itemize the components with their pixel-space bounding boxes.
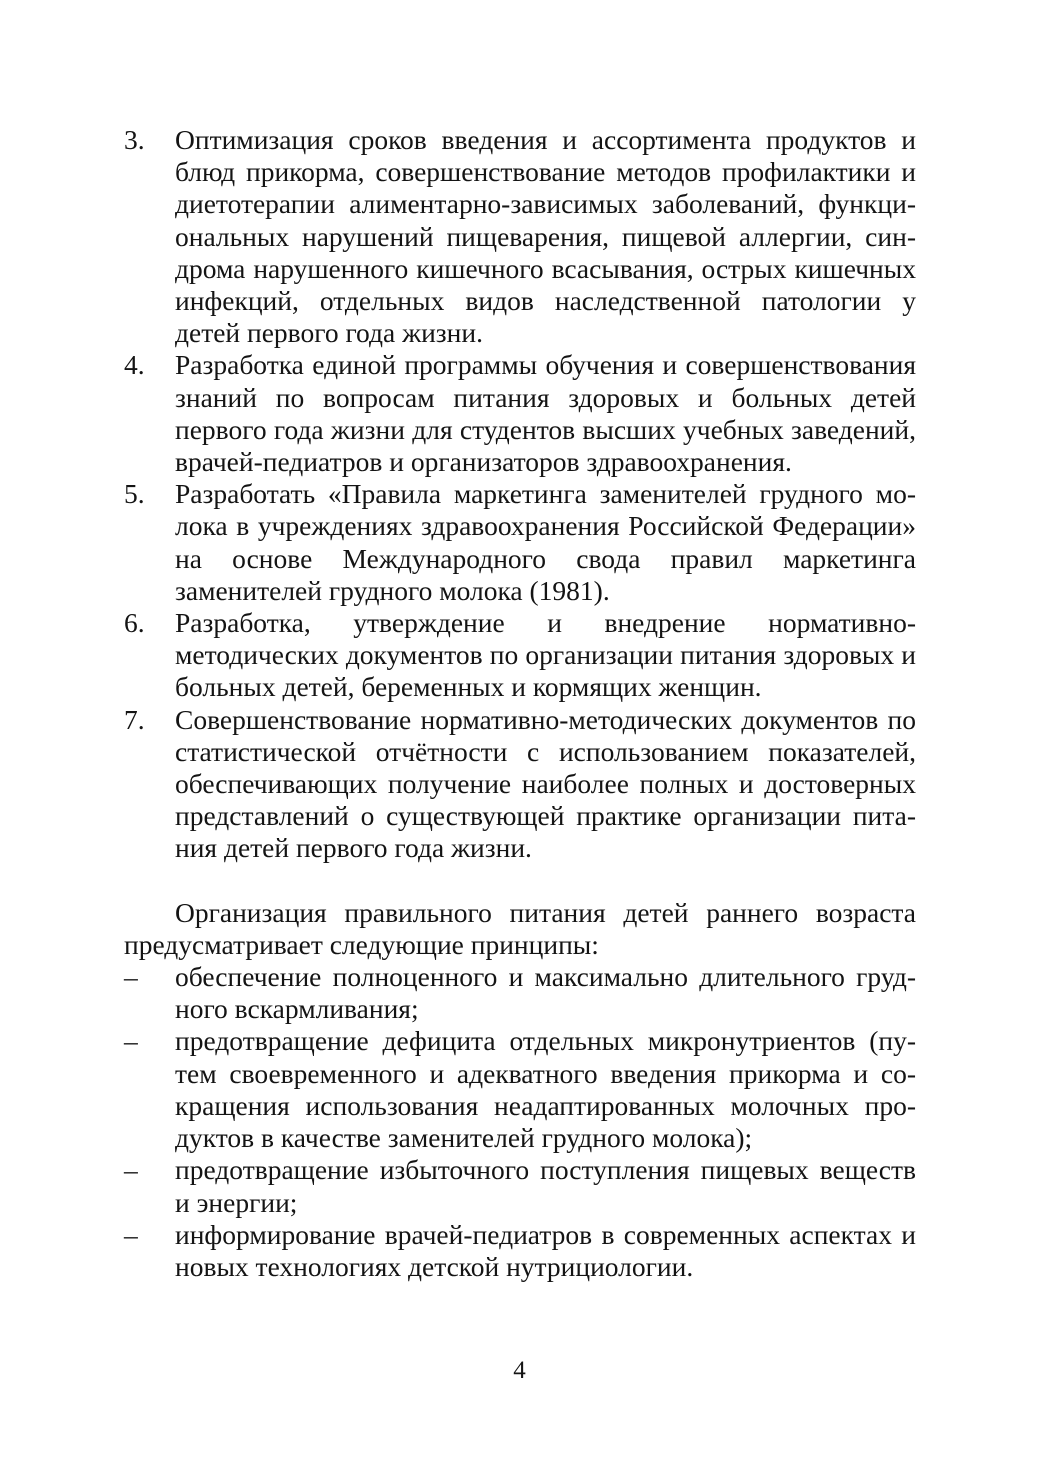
list-item — [124, 349, 916, 478]
list-item-text: Разработать «Правила маркетинга заменителей грудного молока в учреждениях здравоохранения Российской Федерации» на основе Международного свода правил маркетинга заменителей грудного молока (1981). — [175, 478, 916, 606]
list-item-text: предотвращение избыточного поступления пищевых веществ и энергии; — [175, 1154, 916, 1218]
dash-marker: – — [124, 1154, 138, 1186]
list-number: 7. — [124, 703, 145, 735]
body-paragraph: Организация правильного питания детей раннего возраста предусматривает следующие принципы: — [124, 896, 916, 960]
list-item — [124, 124, 916, 349]
page-number: 4 — [513, 1357, 526, 1384]
list-item — [124, 961, 916, 1025]
dash-list — [124, 961, 916, 1283]
list-number: 6. — [124, 607, 145, 639]
list-item-text: обеспечение полноценного и максимально длительного грудного вскармливания; — [175, 961, 916, 1025]
list-item-text: Разработка единой программы обучения и совершенствования знаний по вопросам питания здоровых и больных детей первого года жизни для студентов высших учебных заведений, врачей-педиатров и организаторов здравоохранения. — [175, 349, 916, 478]
dash-marker: – — [124, 1025, 138, 1057]
list-item-text: предотвращение дефицита отдельных микронутриентов (путем своевременного и адекватного введения прикорма и сокращения использования неадаптированных молочных продуктов в качестве заменителей грудного молока); — [175, 1025, 916, 1154]
list-item — [124, 607, 916, 704]
list-number: 3. — [124, 124, 145, 155]
dash-marker: – — [124, 961, 138, 993]
list-item-text: Разработка, утверждение и внедрение нормативно-методических документов по организации питания здоровых и больных детей, беременных и кормящих женщин. — [175, 607, 916, 703]
list-number: 5. — [124, 478, 145, 510]
dash-marker: – — [124, 1218, 138, 1250]
list-number: 4. — [124, 349, 145, 381]
list-item — [124, 478, 916, 607]
list-item-text: Оптимизация сроков введения и ассортимента продуктов и блюд прикорма, совершенствование методов профилактики и диетотерапии алиментарно-зависимых заболеваний, функциональных нарушений пищеварения, пищевой аллергии, синдрома нарушенного кишечного всасывания, острых кишечных инфекций, отдельных видов наследственной патологии у детей первого года жизни. — [175, 124, 916, 349]
list-item — [124, 704, 916, 865]
list-item-text: информирование врачей-педиатров в современных аспектах и новых технологиях детской нутрициологии. — [175, 1218, 916, 1282]
page-body — [124, 124, 916, 1283]
list-item-text: Совершенствование нормативно-методических документов по статистической отчётности с использованием показателей, обеспечивающих получение наиболее полных и достоверных представлений о существующей практике организации питания детей первого года жизни. — [175, 703, 916, 864]
numbered-list — [124, 124, 916, 865]
list-item — [124, 1154, 916, 1218]
list-item — [124, 1219, 916, 1283]
list-item — [124, 1025, 916, 1154]
